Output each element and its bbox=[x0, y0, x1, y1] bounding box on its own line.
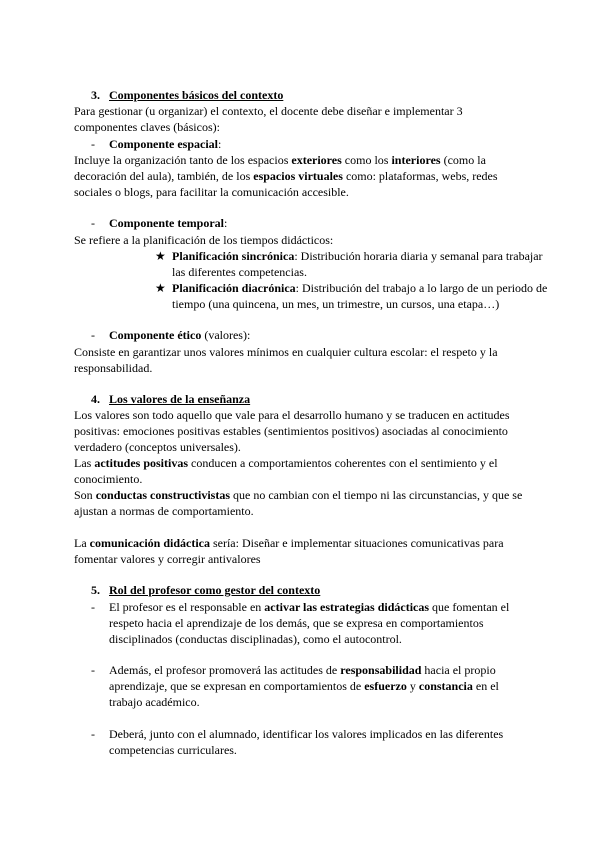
star-icon: ★ bbox=[155, 249, 166, 263]
valores-p1-line-2: positivas: emociones positivas estables (sentimientos positivos) asociadas al conocimiento bbox=[74, 424, 508, 438]
valores-p2-line-1: Las actitudes positivas conducen a comportamientos coherentes con el sentimiento y el bbox=[74, 456, 498, 470]
etico-line-2: responsabilidad. bbox=[74, 361, 153, 375]
valores-p3-line-2: ajustan a normas de comportamiento. bbox=[74, 504, 254, 518]
rol-b1-line-3: disciplinados (conductas disciplinadas), como el autocontrol. bbox=[109, 632, 402, 646]
valores-p4-line-1: La comunicación didáctica sería: Diseñar e implementar situaciones comunicativas para bbox=[74, 536, 504, 550]
espacial-line-3: sociales o blogs, para facilitar la comunicación accesible. bbox=[74, 185, 349, 199]
rol-b1-line-1: El profesor es el responsable en activar las estrategias didácticas que fomentan el bbox=[109, 600, 510, 614]
rol-b2-line-2: aprendizaje, que se expresan en comportamientos de esfuerzo y constancia en el bbox=[109, 679, 499, 693]
temporal-intro: Se refiere a la planificación de los tiempos didácticos: bbox=[74, 233, 334, 247]
section-3-title: Componentes básicos del contexto bbox=[109, 88, 284, 102]
section-4-title: Los valores de la enseñanza bbox=[109, 392, 251, 406]
etico-bullet: - bbox=[91, 328, 95, 342]
section-3-number: 3. bbox=[91, 88, 100, 102]
rol-b2-line-1: Además, el profesor promoverá las actitudes de responsabilidad hacia el propio bbox=[109, 663, 496, 677]
rol-bullet-2: - bbox=[91, 663, 95, 677]
star-icon: ★ bbox=[155, 281, 166, 295]
valores-p1-line-3: verdadero (conceptos universales). bbox=[74, 440, 241, 454]
sincronica-line-2: las diferentes competencias. bbox=[172, 265, 307, 279]
section-3-intro-line-1: Para gestionar (u organizar) el contexto, el docente debe diseñar e implementar 3 bbox=[74, 104, 463, 118]
rol-b1-line-2: respeto hacia el aprendizaje de los demás, que se expresa en comportamientos bbox=[109, 616, 484, 630]
espacial-bullet: - bbox=[91, 137, 95, 151]
temporal-heading: Componente temporal: bbox=[109, 216, 228, 230]
valores-p3-line-1: Son conductas constructivistas que no cambian con el tiempo ni las circunstancias, y que se bbox=[74, 488, 523, 502]
espacial-heading: Componente espacial: bbox=[109, 137, 222, 151]
rol-bullet-1: - bbox=[91, 600, 95, 614]
sincronica-line-1: Planificación sincrónica: Distribución horaria diaria y semanal para trabajar bbox=[172, 249, 543, 263]
rol-b3-line-1: Deberá, junto con el alumnado, identificar los valores implicados en las diferentes bbox=[109, 727, 504, 741]
section-5-title: Rol del profesor como gestor del contexto bbox=[109, 583, 321, 597]
section-4-number: 4. bbox=[91, 392, 100, 406]
rol-b2-line-3: trabajo académico. bbox=[109, 695, 200, 709]
valores-p4-line-2: fomentar valores y corregir antivalores bbox=[74, 552, 261, 566]
diacronica-line-1: Planificación diacrónica: Distribución del trabajo a lo largo de un periodo de bbox=[172, 281, 548, 295]
section-5-number: 5. bbox=[91, 583, 100, 597]
rol-b3-line-2: competencias curriculares. bbox=[109, 743, 237, 757]
etico-line-1: Consiste en garantizar unos valores mínimos en cualquier cultura escolar: el respeto y la bbox=[74, 345, 498, 359]
espacial-line-2: decoración del aula), también, de los espacios virtuales como: plataformas, webs, redes bbox=[74, 169, 498, 183]
valores-p2-line-2: conocimiento. bbox=[74, 472, 143, 486]
diacronica-line-2: tiempo (una quincena, un mes, un trimestre, un cursos, una etapa…) bbox=[172, 297, 500, 311]
rol-bullet-3: - bbox=[91, 727, 95, 741]
valores-p1-line-1: Los valores son todo aquello que vale para el desarrollo humano y se traducen en actitudes bbox=[74, 408, 510, 422]
espacial-line-1: Incluye la organización tanto de los espacios exteriores como los interiores (como la bbox=[74, 153, 486, 167]
section-3-intro-line-2: componentes claves (básicos): bbox=[74, 120, 220, 134]
etico-heading: Componente ético (valores): bbox=[109, 328, 251, 342]
temporal-bullet: - bbox=[91, 216, 95, 230]
